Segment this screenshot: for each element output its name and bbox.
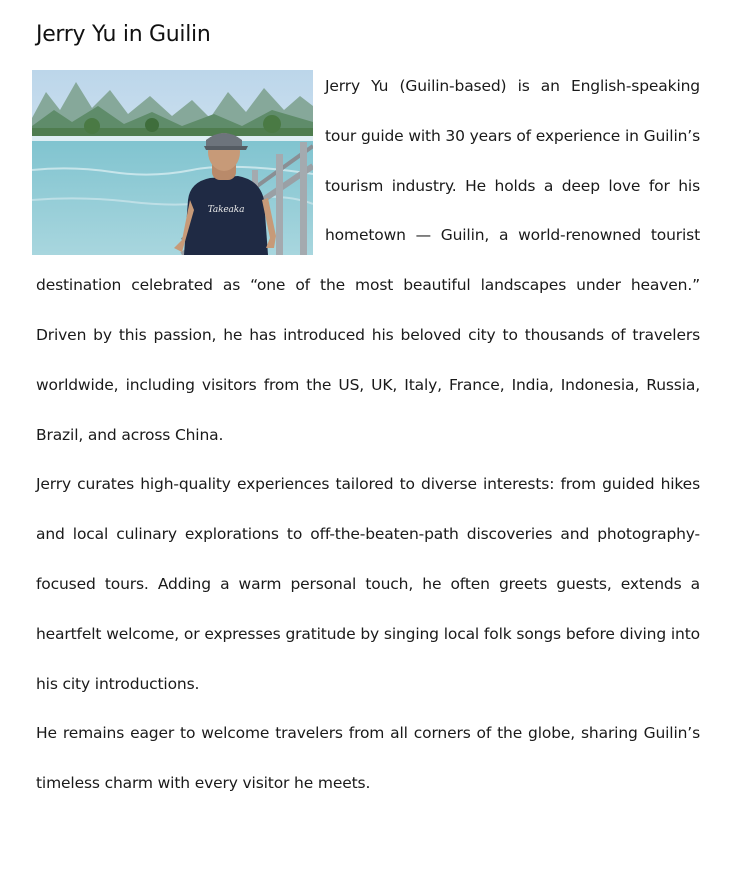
bio-paragraph-2: Jerry curates high-quality experiences tailored to diverse interests: from guided hikes and local culinary explorations to off-the-beaten-path discoveries and photography-focused tours. Adding a warm personal touch, he often greets guests, extends a heartfelt welcome, or expresses gratitude by singing local folk songs before diving into his city introductions.	[36, 475, 700, 693]
bio-paragraph-1: Jerry Yu (Guilin-based) is an English-speaking tour guide with 30 years of experience in Guilin’s tourism industry. He holds a deep love for his hometown — Guilin, a world-renowned tourist destination celebrated as “one of the most beautiful landscapes under heaven.” Driven by this passion, he has introduced his beloved city to thousands of travelers worldwide, including visitors from the US, UK, Italy, France, India, Indonesia, Russia, Brazil, and across China.	[36, 77, 700, 444]
shirt-text: Takeaka	[207, 205, 245, 215]
guide-photo	[32, 70, 313, 255]
page-title: Jerry Yu in Guilin	[36, 22, 211, 47]
bio-paragraph-3: He remains eager to welcome travelers from all corners of the globe, sharing Guilin’s timeless charm with every visitor he meets.	[36, 724, 700, 793]
article-body	[36, 62, 700, 809]
